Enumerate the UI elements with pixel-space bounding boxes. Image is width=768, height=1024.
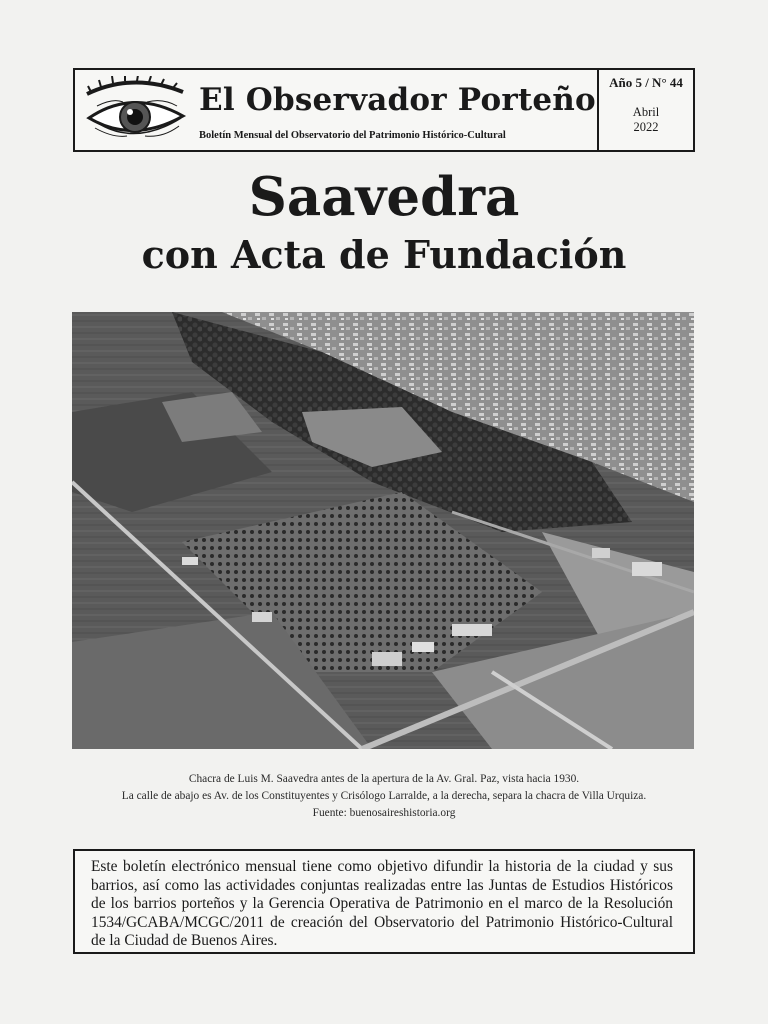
page-subtitle: con Acta de Fundación [141,232,627,277]
caption-line: Chacra de Luis M. Saavedra antes de la apertura de la Av. Gral. Paz, vista hacia 1930. [188,773,580,785]
issue-box [597,70,693,150]
aerial-photo-image [72,312,694,749]
newsletter-title: El Observador Porteño [199,82,596,118]
eye-icon [83,76,187,146]
caption-source: Fuente: buenosaireshistoria.org [312,807,456,819]
issue-month: Abril [632,105,660,119]
masthead [73,68,695,152]
info-box [73,849,695,954]
caption-line: La calle de abajo es Av. de los Constituyentes y Crisólogo Larralde, a la derecha, separa la chacra de Villa Urquiza. [121,790,647,802]
issue-number: Año 5 / N° 44 [609,75,683,90]
photo-caption [40,771,728,822]
issue-year: 2022 [633,120,659,134]
info-text: Este boletín electrónico mensual tiene como objetivo difundir la historia de la ciudad y sus barrios, así como las actividades conjuntas realizadas entre las Juntas de Estudios Históricos de los barrios porteños y la Gerencia Operativa de Patrimonio en el marco de la Resolución 1534/GCABA/MCGC/2011 de creación del Observatorio del Patrimonio Histórico-Cultural de la Ciudad de Buenos Aires. [91,858,673,950]
newsletter-subtitle: Boletín Mensual del Observatorio del Patrimonio Histórico-Cultural [199,130,506,141]
page-title: Saavedra [248,166,520,228]
